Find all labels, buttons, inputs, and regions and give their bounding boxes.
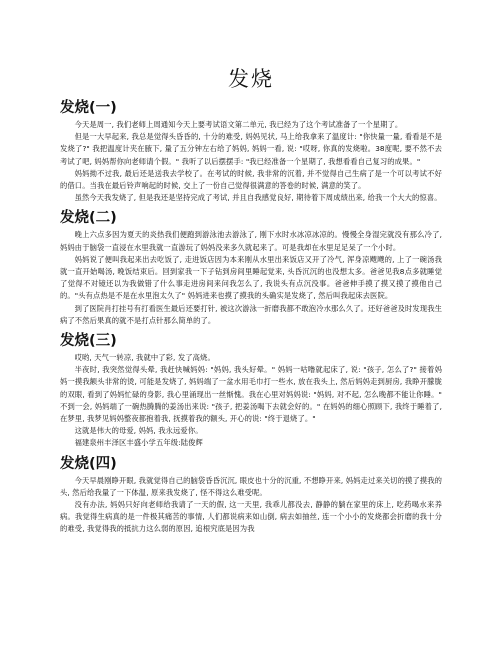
paragraph: 没有办法, 妈妈只好向老师给我请了一天的假, 这一天里, 我乖儿都没去, 静静的躺在家里的床上, 吃药喝水来养病。我觉得生病真的是一件极其痛苦的事情, 人们都说病来如山倒, 病去如抽丝, 连一个小小的发烧都会折磨的我十分的难受, 我觉得我的抵抗力这么弱的原因, 追根究底是因为我 — [60, 500, 442, 534]
paragraph: 今天早晨刚睁开眼, 我就觉得自己的脑袋昏昏沉沉, 眼皮也十分的沉重, 不想睁开来, 妈妈走过来关切的摸了摸我的头, 然后给我量了一下体温, 原来我发烧了, 怪不得这么难受呢。 — [60, 475, 442, 497]
section-4 — [60, 455, 442, 536]
paragraph: 妈妈说了便叫我起来出去吃饭了, 走进饭店因为本来刚从水里出来饭店又开了冷气, 浑身凉飕飕的, 上了一碗汤我就一直开始喝汤, 晚饭结束后。回到家我一下子钻到房间里睡起觉来, 头昏沉沉的也没想太多。爸爸见我8点多就睡觉了觉得不对镜还以为我做错了什么事走进房间来问我怎么了, 我说头有点沉没事。爸爸伸手摸了摸又摸了摸他自己的。"头有点热是不是在水里泡太久了" 妈妈进来也摸了摸我的头确实是发烧了, 然后叫我起床去医院。 — [60, 254, 442, 301]
section-heading: 发烧(二) — [60, 210, 117, 227]
section-heading: 发烧(四) — [60, 455, 117, 472]
section-1 — [60, 99, 442, 204]
paragraph: 到了医院肖打挂号有打看医生最后还要打针, 被这次游泳一折磨我都不敢泡冷水那么久了。还好爸爸及时发现我生病了不然后果真的就不是打点针那么简单的了。 — [60, 303, 442, 325]
paragraph: 这就是伟大的母爱, 妈妈, 我永远爱你。 — [74, 426, 203, 436]
section-3 — [60, 332, 442, 450]
author-line: 福建泉州丰泽区丰盛小学五年级:陆俊辉 — [74, 438, 203, 448]
document-title: 发烧 — [228, 67, 274, 91]
paragraph: 虽然今天我发烧了, 但是我还是坚持完成了考试, 并且自我感觉良好, 期待着下周成绩出来, 给我一个大大的惊喜。 — [74, 193, 442, 203]
section-2 — [60, 209, 442, 327]
paragraph: 但是一大早起来, 我总是觉得头昏昏的, 十分的难受, 妈妈见状, 马上给我拿来了温度计: "你快量一量, 看看是不是发烧了?" 我把温度计夹在腋下, 量了五分钟左右给了妈妈, 妈妈一看, 说: "哎呀, 你真的发烧啦。38度呢, 要不然不去考试了吧, 妈妈帮你向老师请个假。" 我听了以后摆摆手: "我已经准备一个星期了, 我想看看自己复习的成果。" — [60, 132, 442, 166]
paragraph: 半夜时, 我突然觉得头晕, 我赶快喊妈妈: "妈妈, 我头好晕。" 妈妈一咕噜就起床了, 说: "孩子, 怎么了?" 接着妈妈一摸我额头非常的烫, 可能是发烧了, 妈妈端了一盆水用毛巾打一些水, 放在我头上, 然后妈妈走到厨房, 我睁开朦胧的双眼, 看到了妈妈忙碌的身影, 我心里涌现出一丝惭愧。我在心里对妈妈说: "妈妈, 对不起, 怎么晚都不能让你睡。" 不到一会, 妈妈端了一碗热腾腾的姜汤出来说: "孩子, 把姜汤喝下去就会好的。" 在妈妈的细心照顾下, 我终于睡着了, 在梦里, 我梦见妈妈整夜都抱着我, 抚摸着我的额头, 开心的说: "终于退烧了。" — [60, 365, 442, 424]
paragraph: 哎哟, 天气一转凉, 我就中了彩, 发了高烧。 — [74, 353, 215, 363]
paragraph: 晚上六点多因为夏天的炎热我们便跑到游泳池去游泳了, 刚下水时水冰凉冰凉的。慢慢全身湿完就没有那么冷了, 妈妈由于脑袋一直浸在水里我就一直游玩了妈妈没来多久就起来了。可是我却在水里足足呆了一个小时。 — [60, 230, 442, 252]
paragraph: 今天是周一, 我们老师上周通知今天上要考试语文第二单元, 我已经为了这个考试准备了一个星期了。 — [74, 120, 403, 129]
section-heading: 发烧(一) — [60, 100, 117, 116]
section-heading: 发烧(三) — [60, 333, 117, 350]
paragraph: 妈妈拗不过我, 最后还是送我去学校了。在考试的时候, 我非常的沉着, 并不觉得自己生病了是一个可以考试不好的借口。当我在最后铃声响起的时候, 交上了一份自己觉得很满意的答卷的时候, 满意的笑了。 — [60, 168, 442, 191]
